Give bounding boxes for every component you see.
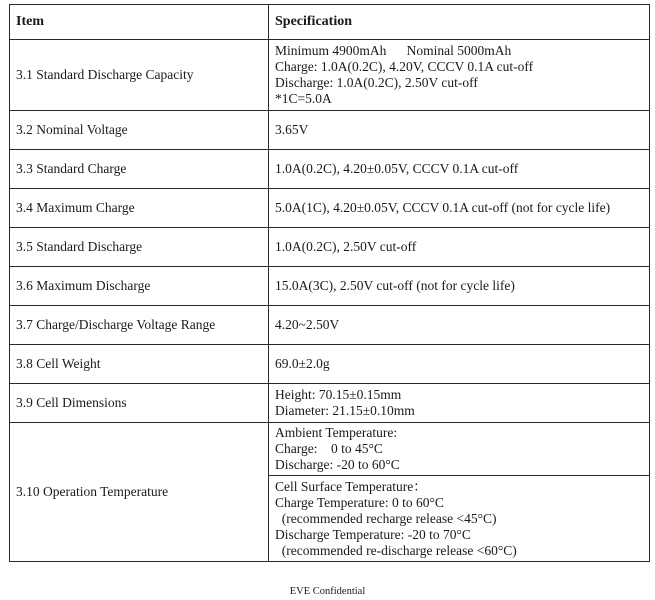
row-item: 3.8 Cell Weight — [10, 345, 269, 384]
spec-line: Discharge Temperature: -20 to 70°C — [275, 526, 471, 542]
row-spec: 4.20~2.50V — [269, 306, 650, 345]
spec-line: Charge: 1.0A(0.2C), 4.20V, CCCV 0.1A cut-off — [275, 59, 534, 74]
table-row — [10, 150, 650, 189]
header-specification: Specification — [269, 5, 650, 40]
table-row — [10, 306, 650, 345]
spec-line: Minimum 4900mAh Nominal 5000mAh — [275, 43, 512, 58]
table-row — [10, 228, 650, 267]
table-row — [10, 384, 650, 423]
footer-confidential: EVE Confidential — [289, 586, 366, 597]
table-row — [10, 111, 650, 150]
spec-line: (recommended recharge release <45°C) — [275, 510, 497, 526]
row-spec — [269, 40, 650, 111]
row-item: 3.10 Operation Temperature — [10, 423, 269, 562]
spec-line: Discharge: -20 to 60°C — [275, 457, 400, 472]
row-spec — [269, 384, 650, 423]
row-item: 3.6 Maximum Discharge — [10, 267, 269, 306]
spec-line: Diameter: 21.15±0.10mm — [275, 403, 415, 418]
row-spec: 15.0A(3C), 2.50V cut-off (not for cycle life) — [269, 267, 650, 306]
spec-line: *1C=5.0A — [275, 91, 332, 106]
row-item: 3.9 Cell Dimensions — [10, 384, 269, 423]
spec-line: Ambient Temperature: — [275, 425, 398, 440]
header-item: Item — [10, 5, 269, 40]
table-row — [10, 40, 650, 111]
row-item: 3.1 Standard Discharge Capacity — [10, 40, 269, 111]
spec-line: Charge: 0 to 45°C — [275, 441, 383, 456]
table-row — [10, 423, 650, 476]
row-spec: 1.0A(0.2C), 4.20±0.05V, CCCV 0.1A cut-off — [269, 150, 650, 189]
table-row — [10, 189, 650, 228]
spec-line: Cell Surface Temperature： — [275, 478, 427, 494]
spec-line: Height: 70.15±0.15mm — [275, 387, 402, 402]
row-item: 3.3 Standard Charge — [10, 150, 269, 189]
specification-table — [9, 4, 650, 562]
row-spec: 69.0±2.0g — [269, 345, 650, 384]
row-spec: 1.0A(0.2C), 2.50V cut-off — [269, 228, 650, 267]
spec-line: (recommended re-discharge release <60°C) — [275, 542, 517, 558]
table-row — [10, 345, 650, 384]
header-row — [10, 5, 650, 40]
row-item: 3.4 Maximum Charge — [10, 189, 269, 228]
spec-line: Charge Temperature: 0 to 60°C — [275, 494, 444, 510]
table-row — [10, 267, 650, 306]
row-spec-surface — [269, 476, 650, 562]
row-spec: 3.65V — [269, 111, 650, 150]
row-spec-ambient — [269, 423, 650, 476]
row-spec: 5.0A(1C), 4.20±0.05V, CCCV 0.1A cut-off (not for cycle life) — [269, 189, 650, 228]
row-item: 3.7 Charge/Discharge Voltage Range — [10, 306, 269, 345]
row-item: 3.5 Standard Discharge — [10, 228, 269, 267]
row-item: 3.2 Nominal Voltage — [10, 111, 269, 150]
spec-line: Discharge: 1.0A(0.2C), 2.50V cut-off — [275, 75, 478, 90]
